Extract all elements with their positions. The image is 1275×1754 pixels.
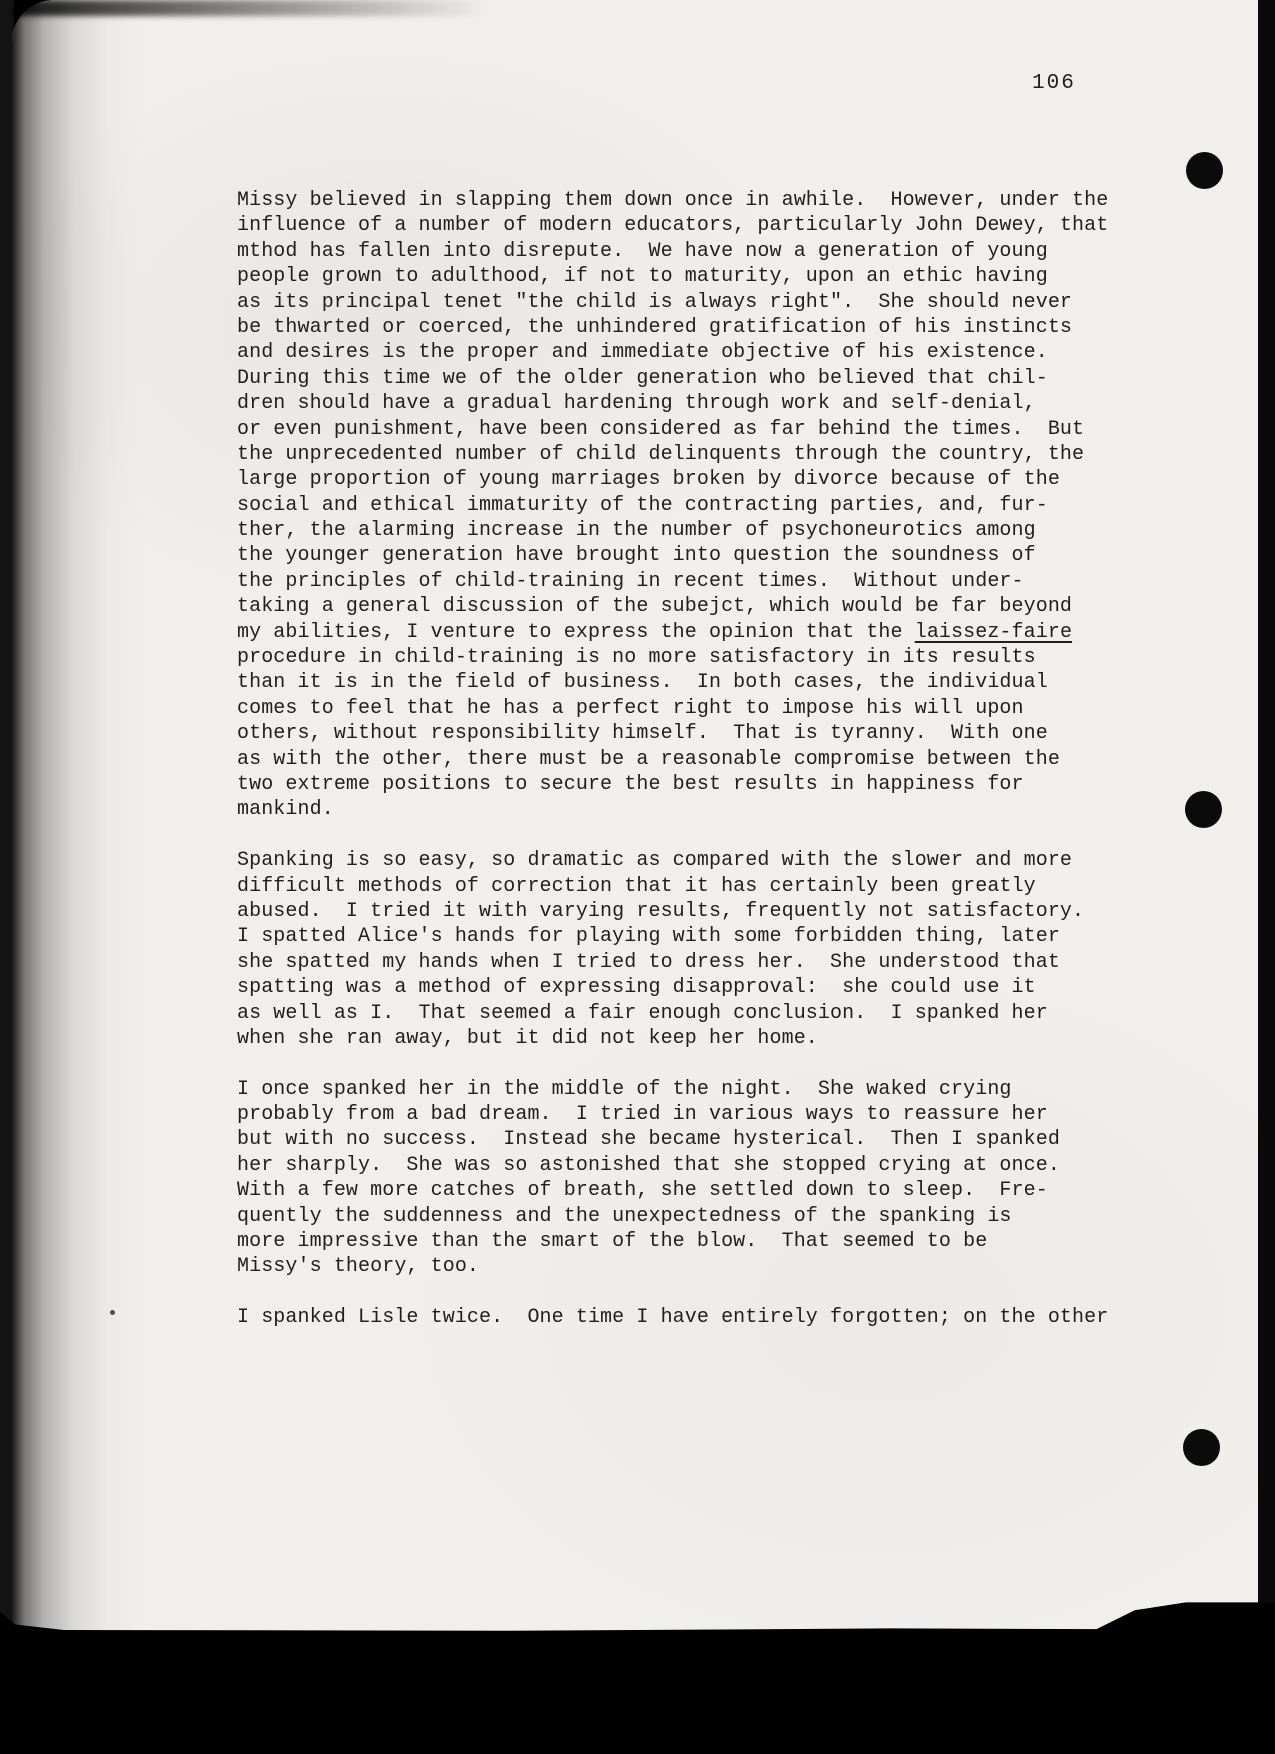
text-line: probably from a bad dream. I tried in various ways to reassure her [237, 1103, 1048, 1127]
text-line: when she ran away, but it did not keep her home. [237, 1026, 818, 1050]
text-line: I spanked Lisle twice. One time I have entirely forgotten; on the other [237, 1306, 1109, 1330]
paragraph [237, 848, 1108, 1051]
text-line: she spatted my hands when I tried to dress her. She understood that [237, 950, 1060, 974]
punch-hole [1185, 791, 1222, 828]
punch-hole [1186, 152, 1223, 189]
paragraph [237, 1077, 1108, 1280]
text-line: Missy believed in slapping them down once in awhile. However, under the [237, 189, 1109, 212]
text-line: as its principal tenet "the child is always right". She should never [237, 290, 1073, 314]
text-line: social and ethical immaturity of the contracting parties, and, fur- [237, 493, 1048, 517]
text-line: or even punishment, have been considered as far behind the times. But [237, 417, 1085, 441]
text-line: her sharply. She was so astonished that she stopped crying at once. [237, 1153, 1060, 1177]
text-line: comes to feel that he has a perfect right to impose his will upon [237, 696, 1024, 720]
paragraph [237, 188, 1108, 823]
text-line: With a few more catches of breath, she settled down to sleep. Fre- [237, 1179, 1048, 1203]
text-line: be thwarted or coerced, the unhindered gratification of his instincts [237, 315, 1073, 339]
text-line: the unprecedented number of child delinquents through the country, the [237, 442, 1085, 466]
text-line: Missy's theory, too. [237, 1255, 480, 1279]
text-line: ther, the alarming increase in the number of psychoneurotics among [237, 519, 1036, 543]
paragraph [237, 1305, 1108, 1330]
text-block [237, 188, 1108, 1331]
ink-speck [110, 1310, 115, 1315]
text-line: mankind. [237, 798, 334, 822]
text-line: the principles of child-training in recent times. Without under- [237, 569, 1024, 593]
scan-right-black-edge [1258, 0, 1275, 1754]
text-line: abused. I tried it with varying results, frequently not satisfactory. [237, 899, 1085, 923]
text-line: quently the suddenness and the unexpectedness of the spanking is [237, 1204, 1012, 1228]
text-line: mthod has fallen into disrepute. We have now a generation of young [237, 239, 1048, 263]
text-line: the younger generation have brought into question the soundness of [237, 544, 1036, 568]
text-line: than it is in the field of business. In both cases, the individual [237, 671, 1048, 695]
text-line: two extreme positions to secure the best results in happiness for [237, 772, 1024, 796]
text-line: dren should have a gradual hardening through work and self-denial, [237, 392, 1036, 416]
text-line: but with no success. Instead she became hysterical. Then I spanked [237, 1128, 1060, 1152]
text-line: taking a general discussion of the subejct, which would be far beyond [237, 595, 1073, 619]
text-line: During this time we of the older generation who believed that chil- [237, 366, 1048, 390]
text-line: difficult methods of correction that it has certainly been greatly [237, 874, 1036, 898]
text-line: as with the other, there must be a reasonable compromise between the [237, 747, 1060, 771]
text-line: I spatted Alice's hands for playing with some forbidden thing, later [237, 925, 1060, 949]
text-line: I once spanked her in the middle of the night. She waked crying [237, 1077, 1012, 1101]
text-line: people grown to adulthood, if not to maturity, upon an ethic having [237, 265, 1048, 289]
text-line: influence of a number of modern educators, particularly John Dewey, that [237, 214, 1109, 238]
text-line: as well as I. That seemed a fair enough conclusion. I spanked her [237, 1001, 1048, 1025]
page-number: 106 [1032, 72, 1076, 95]
text-line: my abilities, I venture to express the opinion that the laissez-faire [237, 620, 1073, 644]
text-line: spatting was a method of expressing disapproval: she could use it [237, 976, 1036, 1000]
underlined-term: laissez-faire [914, 620, 1073, 644]
text-line: and desires is the proper and immediate objective of his existence. [237, 341, 1048, 365]
text-line: more impressive than the smart of the blow. That seemed to be [237, 1230, 988, 1254]
binding-shadow [12, 0, 142, 1638]
text-line: large proportion of young marriages broken by divorce because of the [237, 468, 1060, 492]
punch-hole [1183, 1429, 1220, 1466]
text-line: procedure in child-training is no more satisfactory in its results [237, 646, 1036, 670]
text-line: Spanking is so easy, so dramatic as compared with the slower and more [237, 849, 1073, 873]
text-line: others, without responsibility himself. That is tyranny. With one [237, 722, 1048, 746]
page-top-shadow [12, 0, 572, 16]
